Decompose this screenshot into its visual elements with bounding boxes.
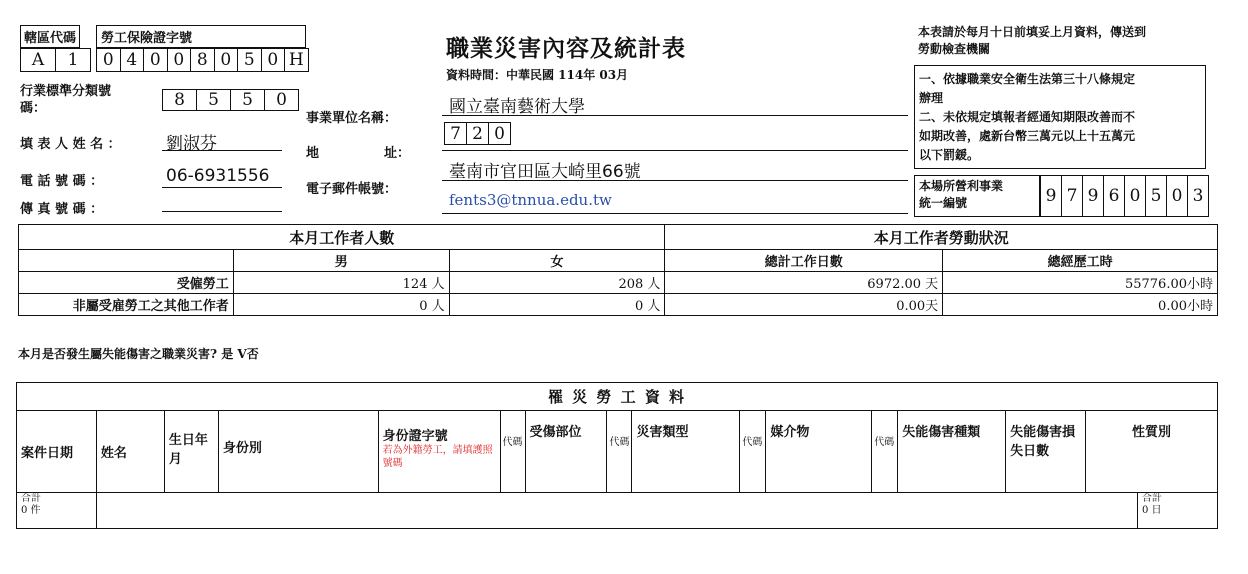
industry-code-digit-4: 0 bbox=[265, 89, 299, 111]
workers-table bbox=[18, 224, 1218, 316]
insurance-no-label: 勞工保險證字號 bbox=[96, 25, 306, 48]
insurance-no-digit-1: 0 bbox=[96, 48, 121, 72]
filler-underline bbox=[162, 150, 282, 151]
zip-digit-3: 0 bbox=[489, 122, 511, 145]
page-title: 職業災害內容及統計表 bbox=[446, 35, 686, 62]
address-value: 臺南市官田區大崎里66號 bbox=[449, 162, 641, 182]
industry-code-digit-3: 5 bbox=[231, 89, 265, 111]
notice-top: 本表請於每月十日前填妥上月資料，傳送到 勞動檢查機關 bbox=[918, 25, 1147, 56]
table-row bbox=[19, 294, 1218, 316]
address-label: 地 址： bbox=[306, 146, 410, 161]
biz-id-digit-3: 9 bbox=[1083, 175, 1104, 217]
insurance-no-digit-7: 5 bbox=[238, 48, 262, 72]
col-birth: 生日年月 bbox=[164, 411, 218, 493]
id-note: 若為外籍勞工，請填護照號碼 bbox=[382, 445, 493, 469]
injury-title: 罹 災 勞 工 資 料 bbox=[17, 383, 1218, 411]
code-label: 代碼 bbox=[872, 411, 898, 493]
work-hours: 55776.00小時 bbox=[943, 272, 1218, 294]
fax-label: 傳 真 號 碼 ： bbox=[20, 202, 104, 217]
insurance-no-digit-6: 0 bbox=[215, 48, 239, 72]
biz-id-digit-8: 3 bbox=[1188, 175, 1209, 217]
workers-count-header: 本月工作者人數 bbox=[19, 225, 665, 250]
biz-id-digit-2: 7 bbox=[1062, 175, 1083, 217]
filler-name: 劉淑芬 bbox=[166, 134, 217, 154]
insurance-no-digit-5: 8 bbox=[191, 48, 215, 72]
industry-code-label: 行業標準分類號 碼： bbox=[20, 84, 112, 116]
insurance-no-digit-2: 4 bbox=[121, 48, 145, 72]
phone-value: 06-6931556 bbox=[166, 166, 270, 186]
col-female: 女 bbox=[449, 250, 665, 272]
total-cases: 0 件 bbox=[21, 505, 41, 516]
male-count: 124 人 bbox=[233, 272, 449, 294]
total-days: 0 日 bbox=[1141, 505, 1162, 516]
biz-id-cells bbox=[1040, 175, 1209, 217]
email-link[interactable]: fents3@tnnua.edu.tw bbox=[449, 191, 612, 209]
female-count: 208 人 bbox=[449, 272, 665, 294]
work-days: 0.00天 bbox=[665, 294, 943, 316]
col-body-part: 受傷部位 bbox=[525, 411, 607, 493]
col-work-hours: 總經歷工時 bbox=[943, 250, 1218, 272]
col-male: 男 bbox=[233, 250, 449, 272]
blank-header-cell bbox=[19, 250, 234, 272]
code-label: 代碼 bbox=[607, 411, 632, 493]
work-days: 6972.00 天 bbox=[665, 272, 943, 294]
notice-line: 一、依據職業安全衛生法第三十八條規定 bbox=[919, 72, 1136, 86]
phone-label: 電 話 號 碼 ： bbox=[20, 174, 104, 189]
injury-table bbox=[16, 382, 1218, 529]
workers-status-header: 本月工作者勞動狀況 bbox=[665, 225, 1218, 250]
industry-code-digit-1: 8 bbox=[162, 89, 197, 111]
address-underline bbox=[442, 180, 908, 181]
insurance-no-digit-4: 0 bbox=[168, 48, 192, 72]
zip-digit-1: 7 bbox=[444, 122, 467, 145]
zip-underline bbox=[442, 150, 908, 151]
insurance-no-digit-8: 0 bbox=[262, 48, 286, 72]
total-blank bbox=[96, 493, 1137, 529]
industry-code-cells bbox=[162, 89, 299, 111]
code-label: 代碼 bbox=[500, 411, 525, 493]
code-label: 代碼 bbox=[740, 411, 766, 493]
insurance-no-digit-9: H bbox=[285, 48, 309, 72]
col-id-no: 身份證字號 若為外籍勞工，請填護照號碼 bbox=[378, 411, 500, 493]
filler-label: 填 表 人 姓 名 ： bbox=[20, 137, 121, 152]
email-label: 電子郵件帳號： bbox=[306, 182, 398, 197]
district-code-digit-1: A bbox=[20, 48, 56, 72]
row-label: 非屬受雇勞工之其他工作者 bbox=[19, 294, 234, 316]
col-name: 姓名 bbox=[96, 411, 164, 493]
col-work-days: 總計工作日數 bbox=[665, 250, 943, 272]
col-disaster-type: 災害類型 bbox=[632, 411, 740, 493]
zip-cells bbox=[444, 122, 511, 145]
notice-line: 二、未依規定填報者經通知期限改善而不 bbox=[919, 110, 1136, 124]
biz-id-label: 本場所營利事業 統一編號 bbox=[914, 175, 1040, 217]
biz-id-digit-4: 6 bbox=[1104, 175, 1125, 217]
injury-header-row bbox=[17, 411, 1218, 493]
male-count: 0 人 bbox=[233, 294, 449, 316]
injury-total-row bbox=[17, 493, 1218, 529]
district-code-cells bbox=[20, 48, 91, 72]
row-label: 受僱勞工 bbox=[19, 272, 234, 294]
female-count: 0 人 bbox=[449, 294, 665, 316]
notice-line: 如期改善，處新台幣三萬元以上十五萬元 bbox=[919, 129, 1136, 143]
insurance-no-digit-3: 0 bbox=[144, 48, 168, 72]
notice-box bbox=[914, 65, 1206, 169]
biz-id-digit-6: 5 bbox=[1146, 175, 1167, 217]
col-nature: 性質別 bbox=[1086, 411, 1218, 493]
biz-id-digit-1: 9 bbox=[1040, 175, 1062, 217]
biz-id-digit-5: 0 bbox=[1125, 175, 1146, 217]
total-cases-cell: 合計 0 件 bbox=[17, 493, 97, 529]
disability-question: 本月是否發生屬失能傷害之職業災害? 是 V否 bbox=[18, 347, 259, 361]
biz-id-digit-7: 0 bbox=[1167, 175, 1188, 217]
phone-underline bbox=[162, 187, 282, 188]
col-medium: 媒介物 bbox=[766, 411, 872, 493]
notice-line: 辦理 bbox=[919, 91, 944, 105]
insurance-no-cells bbox=[96, 48, 309, 72]
district-code-digit-2: 1 bbox=[56, 48, 91, 72]
unit-name: 國立臺南藝術大學 bbox=[449, 97, 585, 117]
unit-name-label: 事業單位名稱： bbox=[306, 111, 398, 126]
district-code-label: 轄區代碼 bbox=[20, 25, 80, 48]
industry-code-digit-2: 5 bbox=[197, 89, 231, 111]
work-hours: 0.00小時 bbox=[943, 294, 1218, 316]
fax-underline bbox=[162, 211, 282, 212]
col-case-date: 案件日期 bbox=[17, 411, 97, 493]
total-days-cell: 合計 0 日 bbox=[1137, 493, 1217, 529]
col-identity: 身份別 bbox=[218, 411, 378, 493]
table-row bbox=[19, 272, 1218, 294]
col-lost-days: 失能傷害損失日數 bbox=[1006, 411, 1086, 493]
col-disability-type: 失能傷害種類 bbox=[898, 411, 1006, 493]
notice-line: 以下罰鍰。 bbox=[919, 148, 980, 162]
unit-name-underline bbox=[442, 115, 908, 116]
zip-digit-2: 2 bbox=[467, 122, 489, 145]
email-underline bbox=[442, 213, 908, 214]
report-period: 資料時間：中華民國 114年 03月 bbox=[446, 68, 629, 82]
